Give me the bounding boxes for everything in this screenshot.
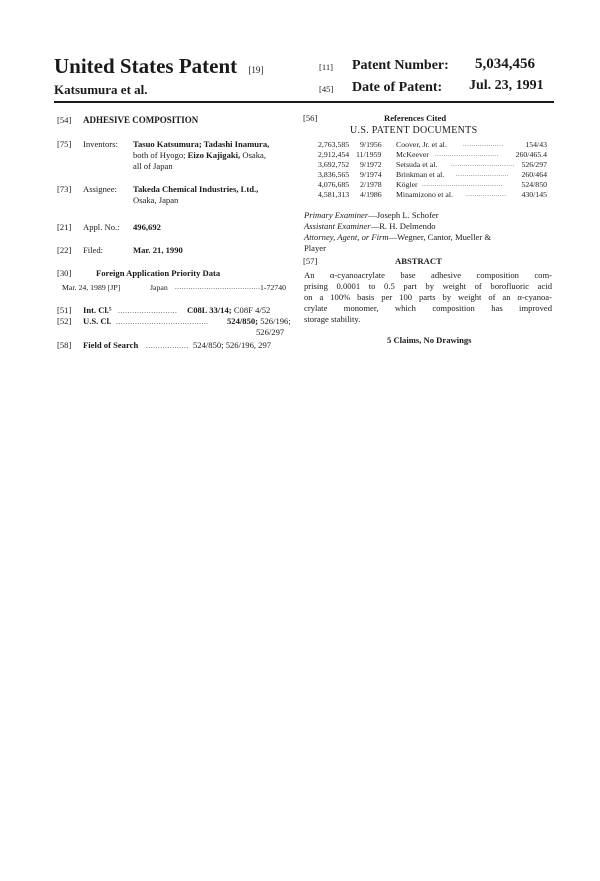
search-code: [58] bbox=[57, 340, 72, 350]
ref-class: 526/297 bbox=[521, 160, 547, 169]
filed-code: [22] bbox=[57, 245, 72, 255]
header-rule bbox=[54, 101, 554, 103]
abstract-line: storage stability. bbox=[304, 314, 361, 324]
foreign-title: Foreign Application Priority Data bbox=[96, 268, 221, 278]
ref-dots: ......................... bbox=[456, 171, 510, 178]
foreign-code: [30] bbox=[57, 268, 72, 278]
attorney-line2: Player bbox=[304, 243, 326, 253]
ref-dots: .............................. bbox=[435, 151, 499, 158]
inventor-line: Katsumura et al. bbox=[54, 82, 148, 97]
attorney-label: Attorney, Agent, or Firm bbox=[304, 232, 389, 242]
ref-date: 9/1956 bbox=[360, 140, 382, 149]
uscl-value-line2: 526/297 bbox=[256, 327, 285, 337]
uscl-value-plain: 526/196; bbox=[260, 316, 291, 326]
primary-examiner bbox=[304, 210, 439, 221]
ref-number: 3,836,565 bbox=[318, 170, 350, 179]
ref-name: Coover, Jr. et al. bbox=[396, 140, 447, 149]
ref-class: 260/464 bbox=[521, 170, 547, 179]
ref-class: 524/850 bbox=[521, 180, 547, 189]
ref-class: 260/465.4 bbox=[515, 150, 547, 159]
abstract-line: prising 0.0001 to 0.5 part by weight of borofluoric acid bbox=[304, 281, 552, 291]
assignee-code: [73] bbox=[57, 184, 72, 194]
assistant-examiner-label: Assistant Examiner bbox=[304, 221, 371, 231]
refs-title: References Cited bbox=[384, 113, 447, 123]
reference-row bbox=[318, 150, 499, 159]
patent-title bbox=[54, 54, 263, 82]
assistant-examiner bbox=[304, 221, 436, 232]
ref-name: McKeever bbox=[396, 150, 429, 159]
foreign-dots: ...................................... bbox=[175, 283, 261, 291]
ref-name: Minamizono et al. bbox=[396, 190, 453, 199]
abstract-title: ABSTRACT bbox=[395, 256, 442, 266]
abstract-line: crylate monomer, which composition has improved bbox=[304, 303, 552, 313]
inventors-line2-tail: Osaka, bbox=[242, 150, 266, 160]
inventors-line1: Tasuo Katsumura; Tadashi Inamura, bbox=[133, 139, 270, 149]
intcl-value-bold: C08L 33/14; bbox=[187, 305, 232, 315]
ref-name: Kögler bbox=[396, 180, 418, 189]
ref-class: 154/43 bbox=[525, 140, 547, 149]
reference-row bbox=[318, 190, 507, 199]
inventors-line2-bold: Eizo Kajigaki, bbox=[187, 150, 241, 160]
assignee-label: Assignee: bbox=[83, 184, 117, 194]
search-label: Field of Search bbox=[83, 340, 139, 350]
abstract-line: on a 100% basis per 100 parts by weight of an α-cyanoa- bbox=[304, 292, 552, 302]
inventors-line2-plain: both of Hyogo; bbox=[133, 150, 186, 160]
attorney-name: —Wegner, Cantor, Mueller & bbox=[388, 232, 492, 242]
ref-number: 3,692,752 bbox=[318, 160, 350, 169]
ref-date: 11/1959 bbox=[356, 150, 382, 159]
invention-title: ADHESIVE COMPOSITION bbox=[83, 115, 199, 125]
ref-dots: ...................................... bbox=[422, 181, 503, 188]
reference-row bbox=[318, 180, 503, 189]
intcl-dots: ......................... bbox=[118, 306, 178, 315]
appl-value: 496,692 bbox=[133, 222, 161, 232]
abstract-code: [57] bbox=[303, 256, 318, 266]
ref-date: 4/1986 bbox=[360, 190, 382, 199]
intcl-code: [51] bbox=[57, 305, 72, 315]
uscl-value-bold: 524/850; bbox=[227, 316, 259, 326]
foreign-country: Japan bbox=[150, 283, 168, 292]
refs-code: [56] bbox=[303, 113, 318, 123]
search-dots: .................. bbox=[146, 341, 189, 350]
ref-number: 4,581,313 bbox=[318, 190, 350, 199]
reference-row bbox=[318, 140, 504, 149]
intcl-value-plain: C08F 4/52 bbox=[233, 305, 271, 315]
ref-number: 2,912,454 bbox=[318, 150, 350, 159]
ref-dots: ................... bbox=[463, 141, 504, 148]
ref-number: 2,763,585 bbox=[318, 140, 350, 149]
intcl-value bbox=[187, 305, 270, 316]
inventors-line2 bbox=[133, 150, 266, 161]
foreign-number: 1-72740 bbox=[260, 283, 286, 292]
patent-number: 5,034,456 bbox=[475, 56, 535, 72]
date-label: Date of Patent: bbox=[352, 80, 443, 95]
ref-name: Brinkman et al. bbox=[396, 170, 445, 179]
ref-dots: .............................. bbox=[451, 161, 515, 168]
uscl-value bbox=[227, 316, 291, 327]
date-code: [45] bbox=[319, 84, 334, 94]
reference-row bbox=[318, 160, 515, 169]
ref-date: 2/1978 bbox=[360, 180, 382, 189]
ref-dots: ................... bbox=[466, 191, 507, 198]
uscl-code: [52] bbox=[57, 316, 72, 326]
ref-name: Setsuda et al. bbox=[396, 160, 438, 169]
filed-label: Filed: bbox=[83, 245, 104, 255]
inventors-label: Inventors: bbox=[83, 139, 118, 149]
patent-number-code: [11] bbox=[319, 62, 333, 72]
patent-number-label: Patent Number: bbox=[352, 58, 449, 73]
attorney bbox=[304, 232, 491, 243]
filed-value: Mar. 21, 1990 bbox=[133, 245, 183, 255]
patent-date: Jul. 23, 1991 bbox=[469, 78, 544, 93]
abstract-body bbox=[304, 270, 552, 325]
appl-code: [21] bbox=[57, 222, 72, 232]
ref-date: 9/1972 bbox=[360, 160, 382, 169]
primary-examiner-label: Primary Examiner bbox=[304, 210, 369, 220]
intcl-label: Int. Cl.⁵ bbox=[83, 305, 112, 315]
assignee-line2: Osaka, Japan bbox=[133, 195, 179, 205]
foreign-date: Mar. 24, 1989 [JP] bbox=[62, 283, 121, 292]
title-code: [54] bbox=[57, 115, 72, 125]
claims-summary: 5 Claims, No Drawings bbox=[387, 335, 472, 345]
inventors-line3: all of Japan bbox=[133, 161, 173, 171]
search-value: 524/850; 526/196, 297 bbox=[193, 340, 272, 350]
refs-subtitle: U.S. PATENT DOCUMENTS bbox=[350, 125, 478, 136]
reference-row bbox=[318, 170, 510, 179]
inventors-code: [75] bbox=[57, 139, 72, 149]
assignee-line1: Takeda Chemical Industries, Ltd., bbox=[133, 184, 259, 194]
primary-examiner-name: —Joseph L. Schofer bbox=[368, 210, 439, 220]
uscl-label: U.S. Cl. bbox=[83, 316, 112, 326]
uscl-dots: ....................................... bbox=[116, 317, 209, 326]
appl-label: Appl. No.: bbox=[83, 222, 120, 232]
ref-number: 4,076,685 bbox=[318, 180, 350, 189]
patent-title-code: [19] bbox=[248, 65, 264, 75]
assistant-examiner-name: —R. H. Delmendo bbox=[370, 221, 436, 231]
ref-date: 9/1974 bbox=[360, 170, 382, 179]
abstract-line: An α-cyanoacrylate base adhesive composition com- bbox=[304, 270, 552, 280]
patent-title-text: United States Patent bbox=[54, 54, 238, 78]
ref-class: 430/145 bbox=[521, 190, 547, 199]
